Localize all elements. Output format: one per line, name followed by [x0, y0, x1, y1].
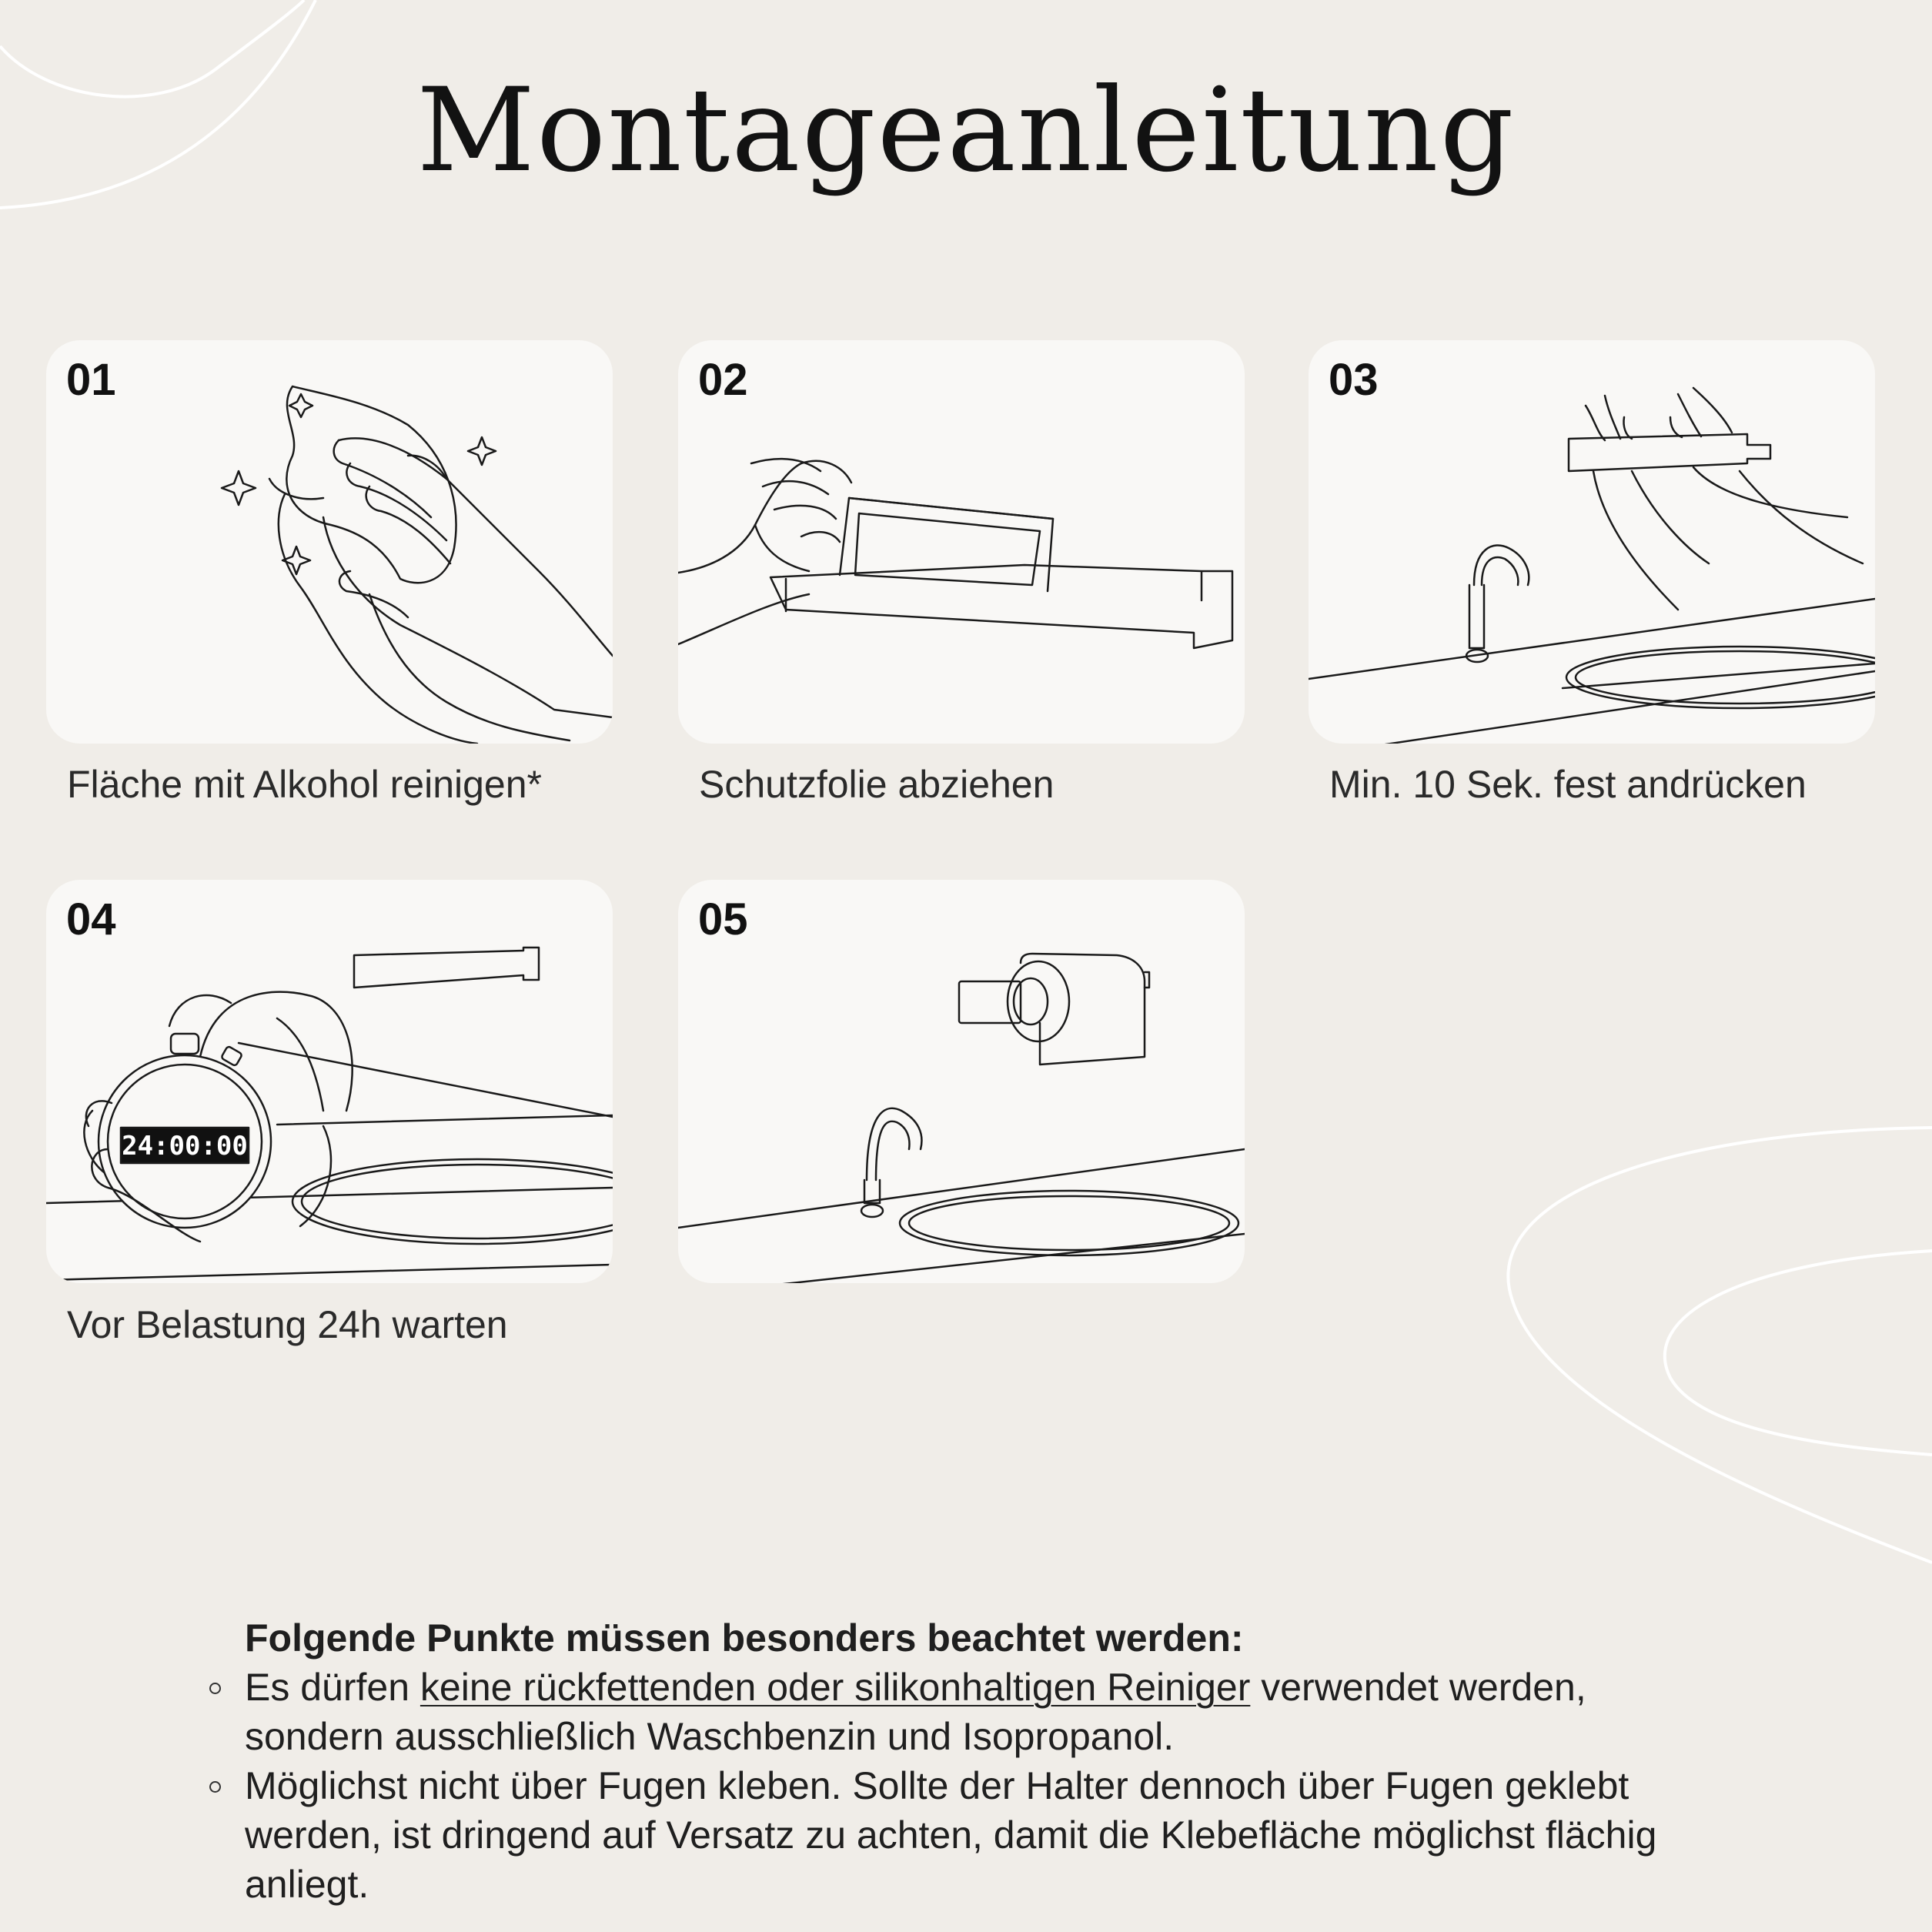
page-title: Montageanleitung	[416, 64, 1516, 198]
stopwatch-wait-illustration	[46, 880, 613, 1283]
note-text: Es dürfen	[245, 1666, 420, 1709]
step-number: 02	[698, 355, 748, 405]
mounted-holder-illustration	[678, 880, 1245, 1283]
step-card-02	[678, 340, 1245, 744]
step-caption-01: Fläche mit Alkohol reinigen*	[67, 763, 542, 806]
step-caption-03: Min. 10 Sek. fest andrücken	[1329, 763, 1807, 806]
bullet-icon	[209, 1683, 221, 1694]
note-item	[245, 1761, 1707, 1909]
step-number: 05	[698, 894, 748, 944]
step-number: 04	[66, 894, 116, 944]
peel-film-illustration	[678, 340, 1245, 744]
step-caption-02: Schutzfolie abziehen	[699, 763, 1055, 806]
timer-display: 24:00:00	[122, 1131, 248, 1162]
step-caption-04: Vor Belastung 24h warten	[67, 1303, 508, 1346]
important-notes	[245, 1613, 1707, 1909]
note-item	[245, 1663, 1707, 1761]
bullet-icon	[209, 1781, 221, 1793]
note-text: verwendet werden, sondern ausschließlich Waschbenzin und Isopropanol.	[245, 1666, 1586, 1758]
step-card-04	[46, 880, 613, 1283]
step-card-01	[46, 340, 613, 744]
step-card-03	[1309, 340, 1875, 744]
step-card-05	[678, 880, 1245, 1283]
step-number: 01	[66, 355, 116, 405]
note-text: Möglichst nicht über Fugen kleben. Sollte der Halter dennoch über Fugen geklebt werden, ist dringend auf Versatz zu achten, damit die Klebefläche möglichst flächig anliegt.	[245, 1764, 1657, 1906]
wipe-surface-illustration	[46, 340, 613, 744]
note-emphasis: keine rückfettenden oder silikonhaltigen Reiniger	[419, 1666, 1251, 1709]
step-number: 03	[1329, 355, 1379, 405]
notes-heading: Folgende Punkte müssen besonders beachtet werden:	[245, 1616, 1244, 1660]
notes-list	[245, 1663, 1707, 1909]
press-holder-illustration	[1309, 340, 1875, 744]
